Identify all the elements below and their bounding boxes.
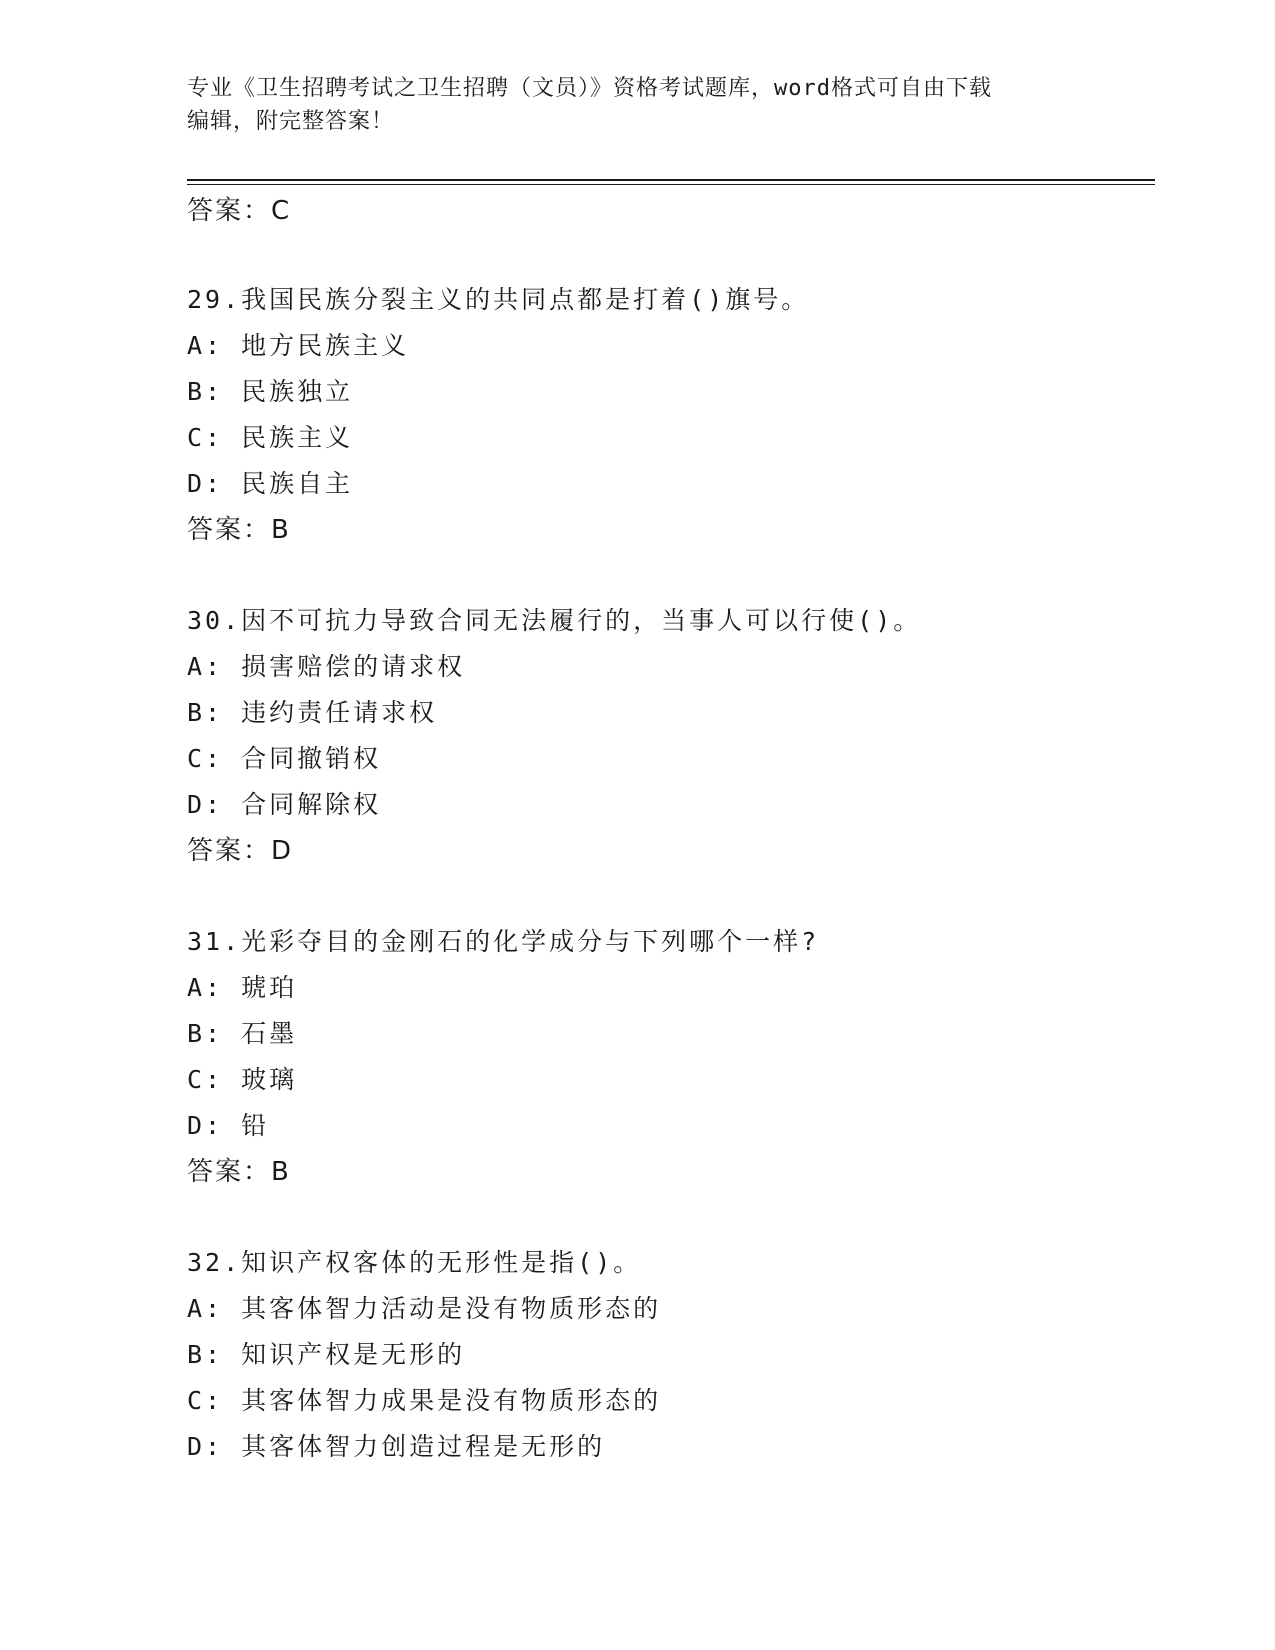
option-d: D: 合同解除权 (187, 790, 382, 819)
spacer (187, 234, 1147, 277)
spacer (187, 553, 1147, 598)
option-d: D: 铅 (187, 1111, 270, 1140)
spacer (187, 874, 1147, 919)
header-line-2: 编辑，附完整答案！ (187, 109, 395, 134)
spacer (187, 1195, 1147, 1240)
option-a: A: 琥珀 (187, 973, 298, 1002)
answer-text: 答案：B (187, 515, 291, 545)
question-block-30 (187, 598, 1147, 874)
answer-text: 答案：C (187, 196, 292, 226)
option-c: C: 其客体智力成果是没有物质形态的 (187, 1386, 662, 1415)
option-b: B: 石墨 (187, 1019, 298, 1048)
answer-text: 答案：B (187, 1157, 291, 1187)
option-c: C: 民族主义 (187, 423, 354, 452)
header-divider-thin (187, 184, 1155, 185)
option-c: C: 合同撤销权 (187, 744, 382, 773)
question-block-29 (187, 277, 1147, 553)
option-a: A: 其客体智力活动是没有物质形态的 (187, 1294, 662, 1323)
question-stem: 30.因不可抗力导致合同无法履行的，当事人可以行使()。 (187, 606, 922, 635)
option-d: D: 民族自主 (187, 469, 354, 498)
question-stem: 31.光彩夺目的金刚石的化学成分与下列哪个一样? (187, 927, 820, 956)
option-b: B: 知识产权是无形的 (187, 1340, 466, 1369)
question-block-32 (187, 1240, 1147, 1470)
option-c: C: 玻璃 (187, 1065, 298, 1094)
option-d: D: 其客体智力创造过程是无形的 (187, 1432, 606, 1461)
option-a: A: 损害赔偿的请求权 (187, 652, 466, 681)
header-divider-thick (187, 179, 1155, 181)
option-a: A: 地方民族主义 (187, 331, 410, 360)
option-b: B: 民族独立 (187, 377, 354, 406)
question-list (187, 188, 1147, 1470)
answer-text: 答案：D (187, 836, 294, 866)
document-header (187, 72, 1087, 138)
header-line-1: 专业《卫生招聘考试之卫生招聘（文员）》资格考试题库，word格式可自由下载 (187, 76, 992, 101)
option-b: B: 违约责任请求权 (187, 698, 438, 727)
question-stem: 32.知识产权客体的无形性是指()。 (187, 1248, 642, 1277)
question-block-31 (187, 919, 1147, 1195)
question-stem: 29.我国民族分裂主义的共同点都是打着()旗号。 (187, 285, 810, 314)
